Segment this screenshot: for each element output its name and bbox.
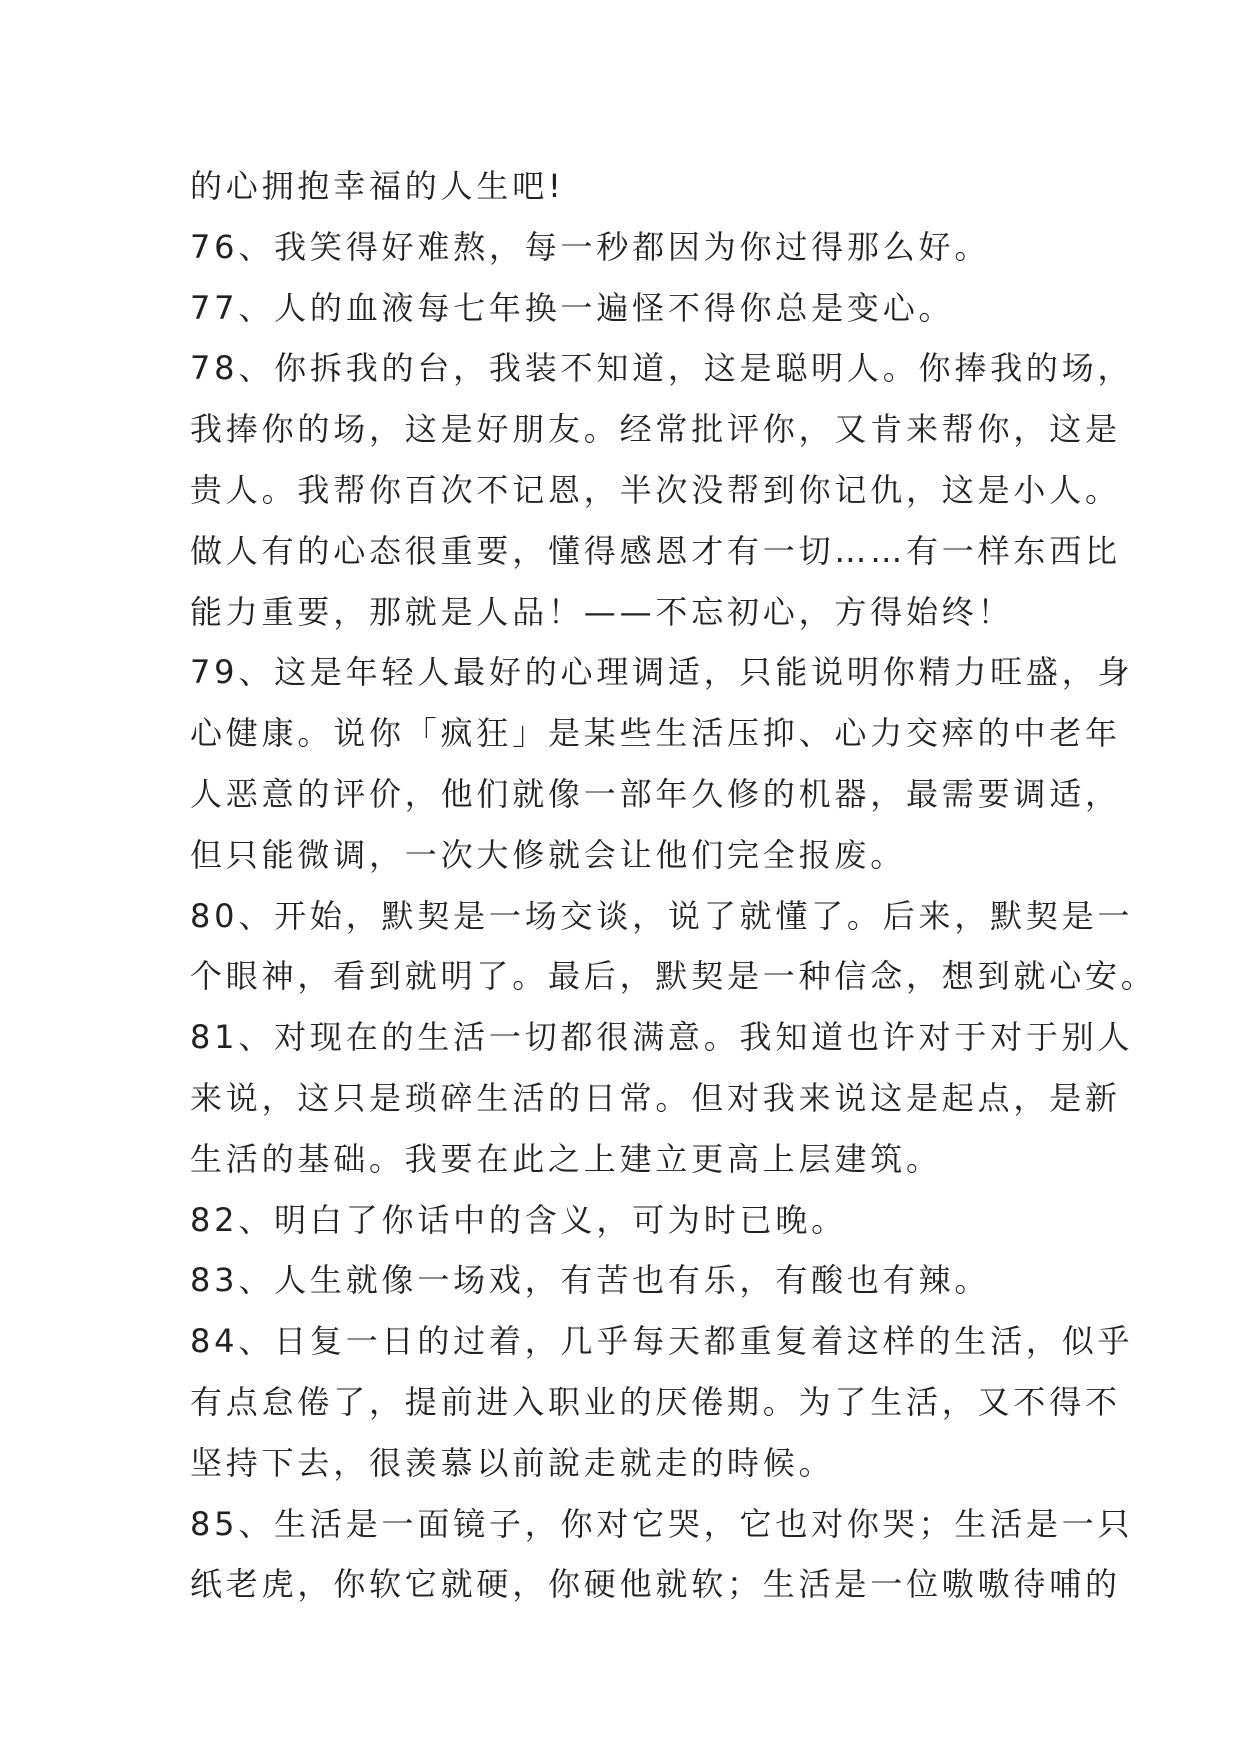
text-line: 心健康。说你「疯狂」是某些生活压抑、心力交瘁的中老年 — [190, 714, 1121, 753]
text-line: 的心拥抱幸福的人生吧! — [190, 167, 565, 205]
text-line: 贵人。我帮你百次不记恩，半次没帮到你记仇，这是小人。 — [190, 470, 1121, 509]
text-line: 做人有的心态很重要，懂得感恩才有一切……有一样东西比 — [190, 531, 1121, 570]
text-line: 79、这是年轻人最好的心理调适，只能说明你精力旺盛，身 — [190, 653, 1134, 692]
text-line: 81、对现在的生活一切都很满意。我知道也许对于对于别人 — [190, 1018, 1134, 1057]
document-body — [190, 156, 1157, 1615]
text-line: 83、人生就像一场戏，有苦也有乐，有酸也有辣。 — [190, 1261, 991, 1300]
text-line: 我捧你的场，这是好朋友。经常批评你，又肯来帮你，这是 — [190, 410, 1121, 449]
text-line: 84、日复一日的过着，几乎每天都重复着这样的生活，似乎 — [190, 1322, 1134, 1361]
text-line: 77、人的血液每七年换一遍怪不得你总是变心。 — [190, 288, 955, 327]
text-line: 80、开始，默契是一场交谈，说了就懂了。后来，默契是一 — [190, 896, 1134, 935]
text-line: 人恶意的评价，他们就像一部年久修的机器，最需要调适， — [190, 774, 1121, 813]
text-line: 但只能微调，一次大修就会让他们完全报废。 — [190, 835, 907, 874]
text-line: 有点怠倦了，提前进入职业的厌倦期。为了生活，又不得不 — [190, 1382, 1121, 1421]
text-line: 76、我笑得好难熬，每一秒都因为你过得那么好。 — [190, 227, 991, 266]
text-line: 坚持下去，很羡慕以前說走就走的時候。 — [190, 1443, 835, 1482]
text-line: 78、你拆我的台，我装不知道，这是聪明人。你捧我的场， — [190, 349, 1134, 388]
text-line: 生活的基础。我要在此之上建立更高上层建筑。 — [190, 1139, 942, 1178]
text-line: 个眼神，看到就明了。最后，默契是一种信念，想到就心安。 — [190, 957, 1157, 996]
text-line: 来说，这只是琐碎生活的日常。但对我来说这是起点，是新 — [190, 1078, 1121, 1117]
text-line: 能力重要，那就是人品！——不忘初心，方得始终！ — [190, 592, 1014, 631]
text-line: 纸老虎，你软它就硬，你硬他就软；生活是一位嗷嗷待哺的 — [190, 1565, 1121, 1604]
text-line: 82、明白了你话中的含义，可为时已晚。 — [190, 1200, 847, 1239]
text-line: 85、生活是一面镜子，你对它哭，它也对你哭；生活是一只 — [190, 1504, 1134, 1543]
